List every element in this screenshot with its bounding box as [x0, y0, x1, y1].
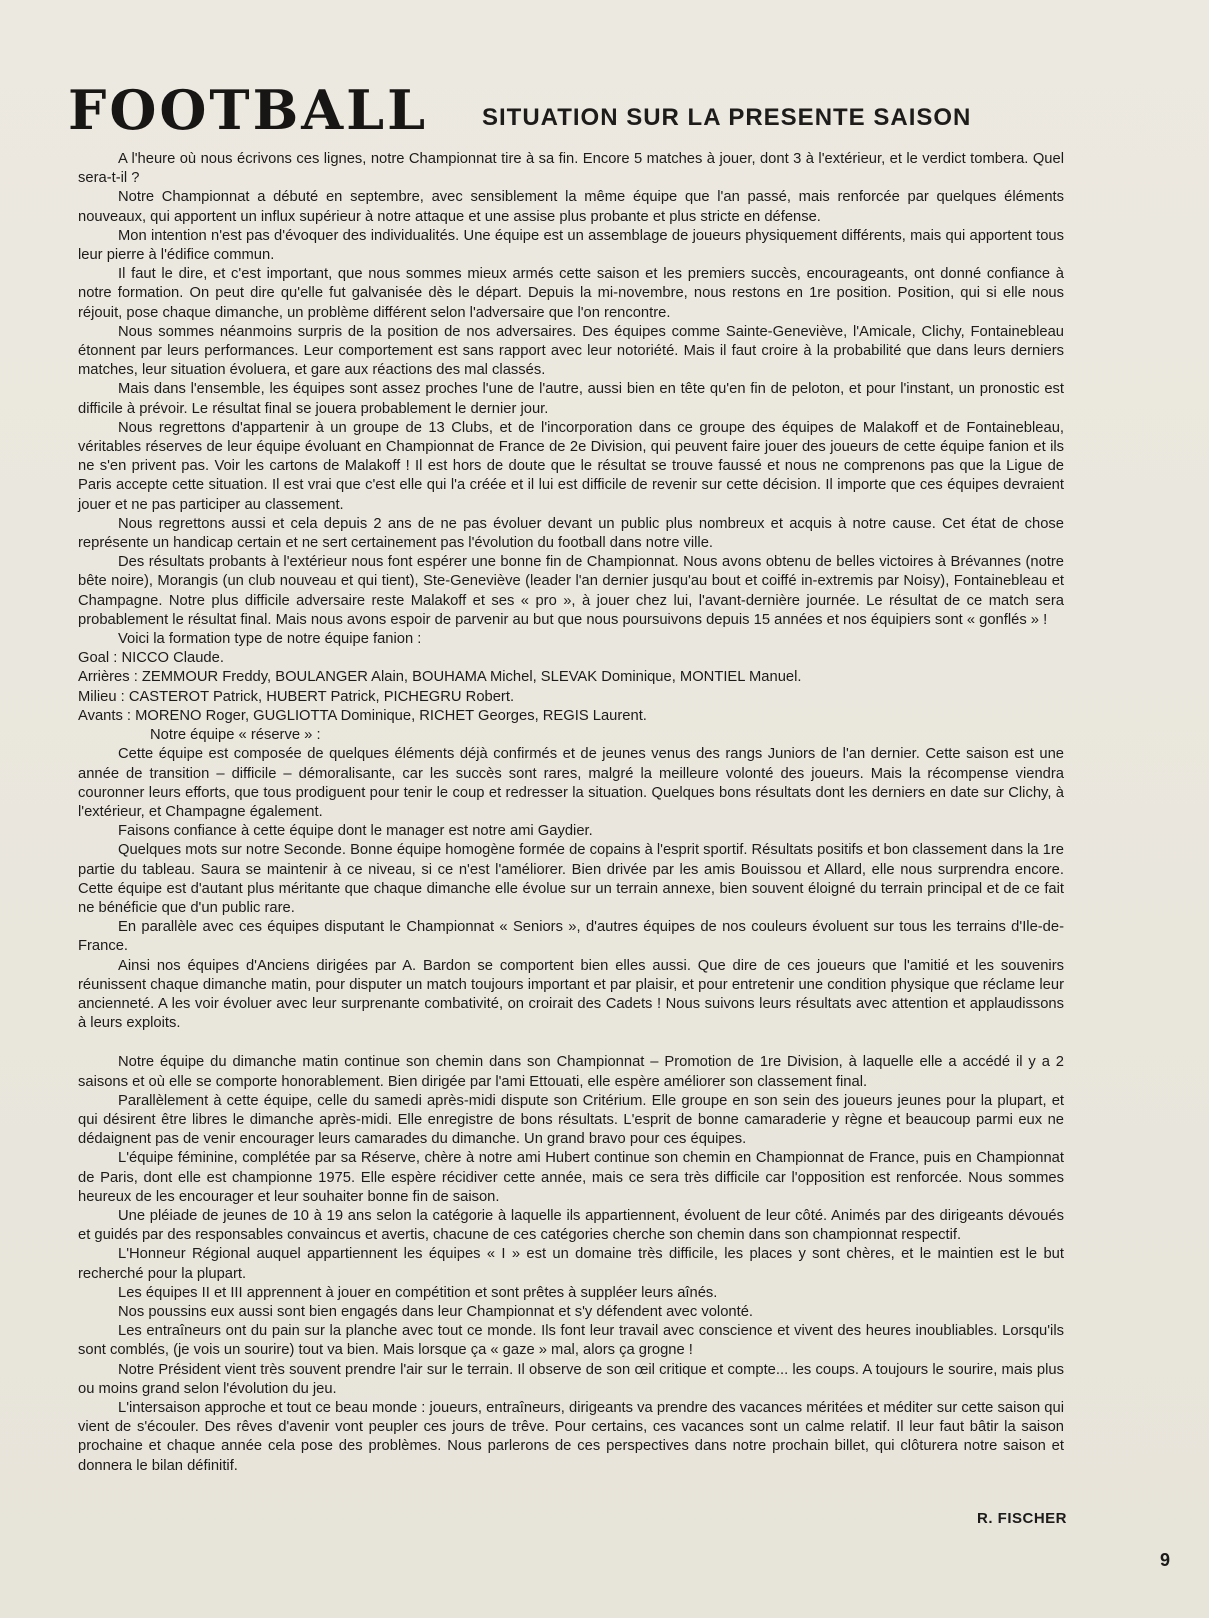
lineup-midfield: Milieu : CASTEROT Patrick, HUBERT Patrick, PICHEGRU Robert.	[78, 688, 515, 705]
paragraph: Cette équipe est composée de quelques éléments déjà confirmés et de jeunes venus des rangs Juniors de l'an dernier. Cette saison est une année de transition – difficile – démoralisante, car les succès sont rares, malgré la meilleure volonté des joueurs. Mais la récompense viendra couronner leurs efforts, que tous prodiguent pour tenir le coup et redresser la situation. Quelques bons résultats dont les derniers en date sur Clichy, à l'extérieur, et Champagne également.	[78, 746, 1064, 820]
author-signature: R. FISCHER	[976, 1510, 1067, 1527]
paragraph: Les entraîneurs ont du pain sur la planche avec tout ce monde. Ils font leur travail avec conscience et vivent des heures inoubliables. Lorsqu'ils sont comblés, (je vois un sourire) tout va bien. Mais lorsque ça « gaze » mal, alors ça grogne !	[78, 1323, 1064, 1359]
paragraph: Nous regrettons d'appartenir à un groupe de 13 Clubs, et de l'incorporation dans ce groupe des équipes de Malakoff et de Fontainebleau, véritables réserves de leur équipe évoluant en Championnat de France de 2e Division, qui peuvent faire jouer des joueurs de cette équipe fanion et ils ne s'en privent pas. Voir les cartons de Malakoff ! Il est hors de doute que le résultat se trouve faussé et nous ne comprenons pas que la Ligue de Paris accepte cette situation. Il est vrai que c'est elle qui l'a créée et il lui est difficile de revenir sur cette décision. Il importe que ces équipes devraient jouer et ne pas participer au classement.	[78, 419, 1064, 513]
paragraph: Parallèlement à cette équipe, celle du samedi après-midi dispute son Critérium. Elle groupe en son sein des joueurs jeunes pour la plupart, et qui désirent être libres le dimanche après-midi. Elle enregistre de bons résultats. L'esprit de bonne camaraderie y règne et beaucoup parmi eux ne dédaignent pas de venir encourager leurs camarades du dimanche. Un grand bravo pour ces équipes.	[78, 1092, 1064, 1148]
article-subtitle: SITUATION SUR LA PRESENTE SAISON	[482, 104, 972, 131]
paragraph: Mais dans l'ensemble, les équipes sont assez proches l'une de l'autre, aussi bien en tête qu'en fin de peloton, et pour l'instant, un pronostic est difficile à prévoir. Le résultat final se jouera probablement le dernier jour.	[78, 381, 1064, 417]
page-number: 9	[1160, 1550, 1171, 1570]
lineup-goal: Goal : NICCO Claude.	[78, 650, 224, 667]
paragraph: Nos poussins eux aussi sont bien engagés dans leur Championnat et s'y défendent avec volonté.	[118, 1303, 754, 1320]
paragraph: Voici la formation type de notre équipe fanion :	[118, 631, 422, 648]
paragraph: Notre Président vient très souvent prendre l'air sur le terrain. Il observe de son œil critique et compte... les coups. A toujours le sourire, mais plus ou moins grand selon l'évolution du jeu.	[78, 1361, 1064, 1397]
paragraph: Mon intention n'est pas d'évoquer des individualités. Une équipe est un assemblage de joueurs physiquement différents, mais qui apportent tous leur pierre à l'édifice commun.	[78, 227, 1064, 264]
paragraph: Notre Championnat a débuté en septembre, avec sensiblement la même équipe que l'an passé, mais renforcée par quelques éléments nouveaux, qui apportent un influx supérieur à notre attaque et une assise plus probante et plus stricte en défense.	[78, 189, 1064, 225]
paragraph: Il faut le dire, et c'est important, que nous sommes mieux armés cette saison et les premiers succès, encourageants, ont donné confiance à notre formation. On peut dire qu'elle fut galvanisée dès le départ. Depuis la mi-novembre, nous restons en 1re position. Position, qui si elle nous réjouit, pose chaque dimanche, un problème différent selon l'adversaire que l'on rencontre.	[78, 266, 1064, 321]
paragraph: Nous sommes néanmoins surpris de la position de nos adversaires. Des équipes comme Sainte-Geneviève, l'Amicale, Clichy, Fontainebleau étonnent par leurs performances. Leur comportement est sans rapport avec leur notoriété. Mais il faut croire à la probabilité que dans leurs derniers matches, leur situation évoluera, et gare aux réactions des mal classés.	[78, 323, 1064, 379]
paragraph: A l'heure où nous écrivons ces lignes, notre Championnat tire à sa fin. Encore 5 matches à jouer, dont 3 à l'extérieur, et le verdict tombera. Quel sera-t-il ?	[78, 151, 1064, 187]
paragraph: Les équipes II et III apprennent à jouer en compétition et sont prêtes à suppléer leurs aînés.	[118, 1284, 718, 1301]
paragraph: Ainsi nos équipes d'Anciens dirigées par A. Bardon se comportent bien elles aussi. Que dire de ces joueurs que l'amitié et les souvenirs réunissent chaque dimanche matin, pour disputer un match toujours important et par plaisir, et pour entretenir une condition physique que réclame leur ancienneté. A les voir évoluer avec leur surprenante combativité, on croirait des Cadets ! Nous suivons leurs résultats avec attention et applaudissons à leurs exploits.	[78, 957, 1064, 1032]
paragraph: L'Honneur Régional auquel appartiennent les équipes « I » est un domaine très difficile, les places y sont chères, et le maintien est le but recherché pour la plupart.	[78, 1246, 1064, 1282]
article-body	[78, 150, 1064, 1476]
paragraph: L'intersaison approche et tout ce beau monde : joueurs, entraîneurs, dirigeants va prendre des vacances méritées et méditer sur cette saison qui vient de s'écouler. Des rêves d'avenir vont peupler ces jours de trêve. Pour certains, ces vacances sont un calme relatif. Il leur faut bâtir la saison prochaine et chaque année cela pose des problèmes. Nous parlerons de ces perspectives dans notre prochain billet, qui clôturera notre saison et donnera le bilan définitif.	[78, 1400, 1064, 1474]
paragraph: Nous regrettons aussi et cela depuis 2 ans de ne pas évoluer devant un public plus nombreux et acquis à notre cause. Cet état de chose représente un handicap certain et ne sert certainement pas l'évolution du football dans notre ville.	[78, 515, 1064, 552]
paragraph: Une pléiade de jeunes de 10 à 19 ans selon la catégorie à laquelle ils appartiennent, évoluent de leur côté. Animés par des dirigeants dévoués et guidés par des responsables convaincus et avertis, chacune de ces catégories cherche son chemin dans son championnat respectif.	[78, 1207, 1064, 1244]
paragraph: Quelques mots sur notre Seconde. Bonne équipe homogène formée de copains à l'esprit sportif. Résultats positifs et bon classement dans la 1re partie du tableau. Saura se maintenir à ce niveau, si ce n'est l'améliorer. Bien drivée par les amis Bouissou et Allard, elle nous surprendra encore. Cette équipe est d'autant plus méritante que chaque dimanche elle évolue sur un terrain annexe, bien souvent éloigné du terrain principal et de ce fait ne bénéficie que d'un public rare.	[78, 842, 1064, 916]
paragraph: Notre équipe du dimanche matin continue son chemin dans son Championnat – Promotion de 1re Division, à laquelle elle a accédé il y a 2 saisons et où elle se comporte honorablement. Bien dirigée par l'ami Ettouati, elle espère améliorer son classement final.	[78, 1054, 1064, 1090]
paragraph: En parallèle avec ces équipes disputant le Championnat « Seniors », d'autres équipes de nos couleurs évoluent sur tous les terrains d'Ile-de-France.	[78, 919, 1064, 955]
paragraph: Des résultats probants à l'extérieur nous font espérer une bonne fin de Championnat. Nous avons obtenu de belles victoires à Brévannes (notre bête noire), Morangis (un club nouveau et qui tient), Ste-Geneviève (leader l'an dernier jusqu'au bout et coiffé in-extremis par Noisy), Fontainebleau et Champagne. Notre plus difficile adversaire reste Malakoff et ses « pro », à jouer chez lui, l'avant-dernière journée. Le résultat de ce match sera probablement le résultat final. Mais nous avons espoir de parvenir au but que nous poursuivons depuis 15 années et nos équipiers sont « gonflés » !	[78, 554, 1064, 628]
lineup-forwards: Avants : MORENO Roger, GUGLIOTTA Dominique, RICHET Georges, REGIS Laurent.	[78, 707, 647, 724]
paragraph: L'équipe féminine, complétée par sa Réserve, chère à notre ami Hubert continue son chemin en Championnat de France, puis en Championnat de Paris, dont elle est championne 1975. Elle espère récidiver cette année, mais ce sera très difficile car l'opposition est renforcée. Nous sommes heureux de les encourager et leur souhaiter bonne fin de saison.	[78, 1150, 1064, 1205]
lineup-defense: Arrières : ZEMMOUR Freddy, BOULANGER Alain, BOUHAMA Michel, SLEVAK Dominique, MONTIEL Manuel.	[78, 669, 802, 686]
article-header	[68, 78, 1088, 148]
reserve-heading: Notre équipe « réserve » :	[150, 727, 321, 744]
article-title: FOOTBALL	[68, 78, 429, 142]
paragraph: Faisons confiance à cette équipe dont le manager est notre ami Gaydier.	[118, 823, 593, 840]
